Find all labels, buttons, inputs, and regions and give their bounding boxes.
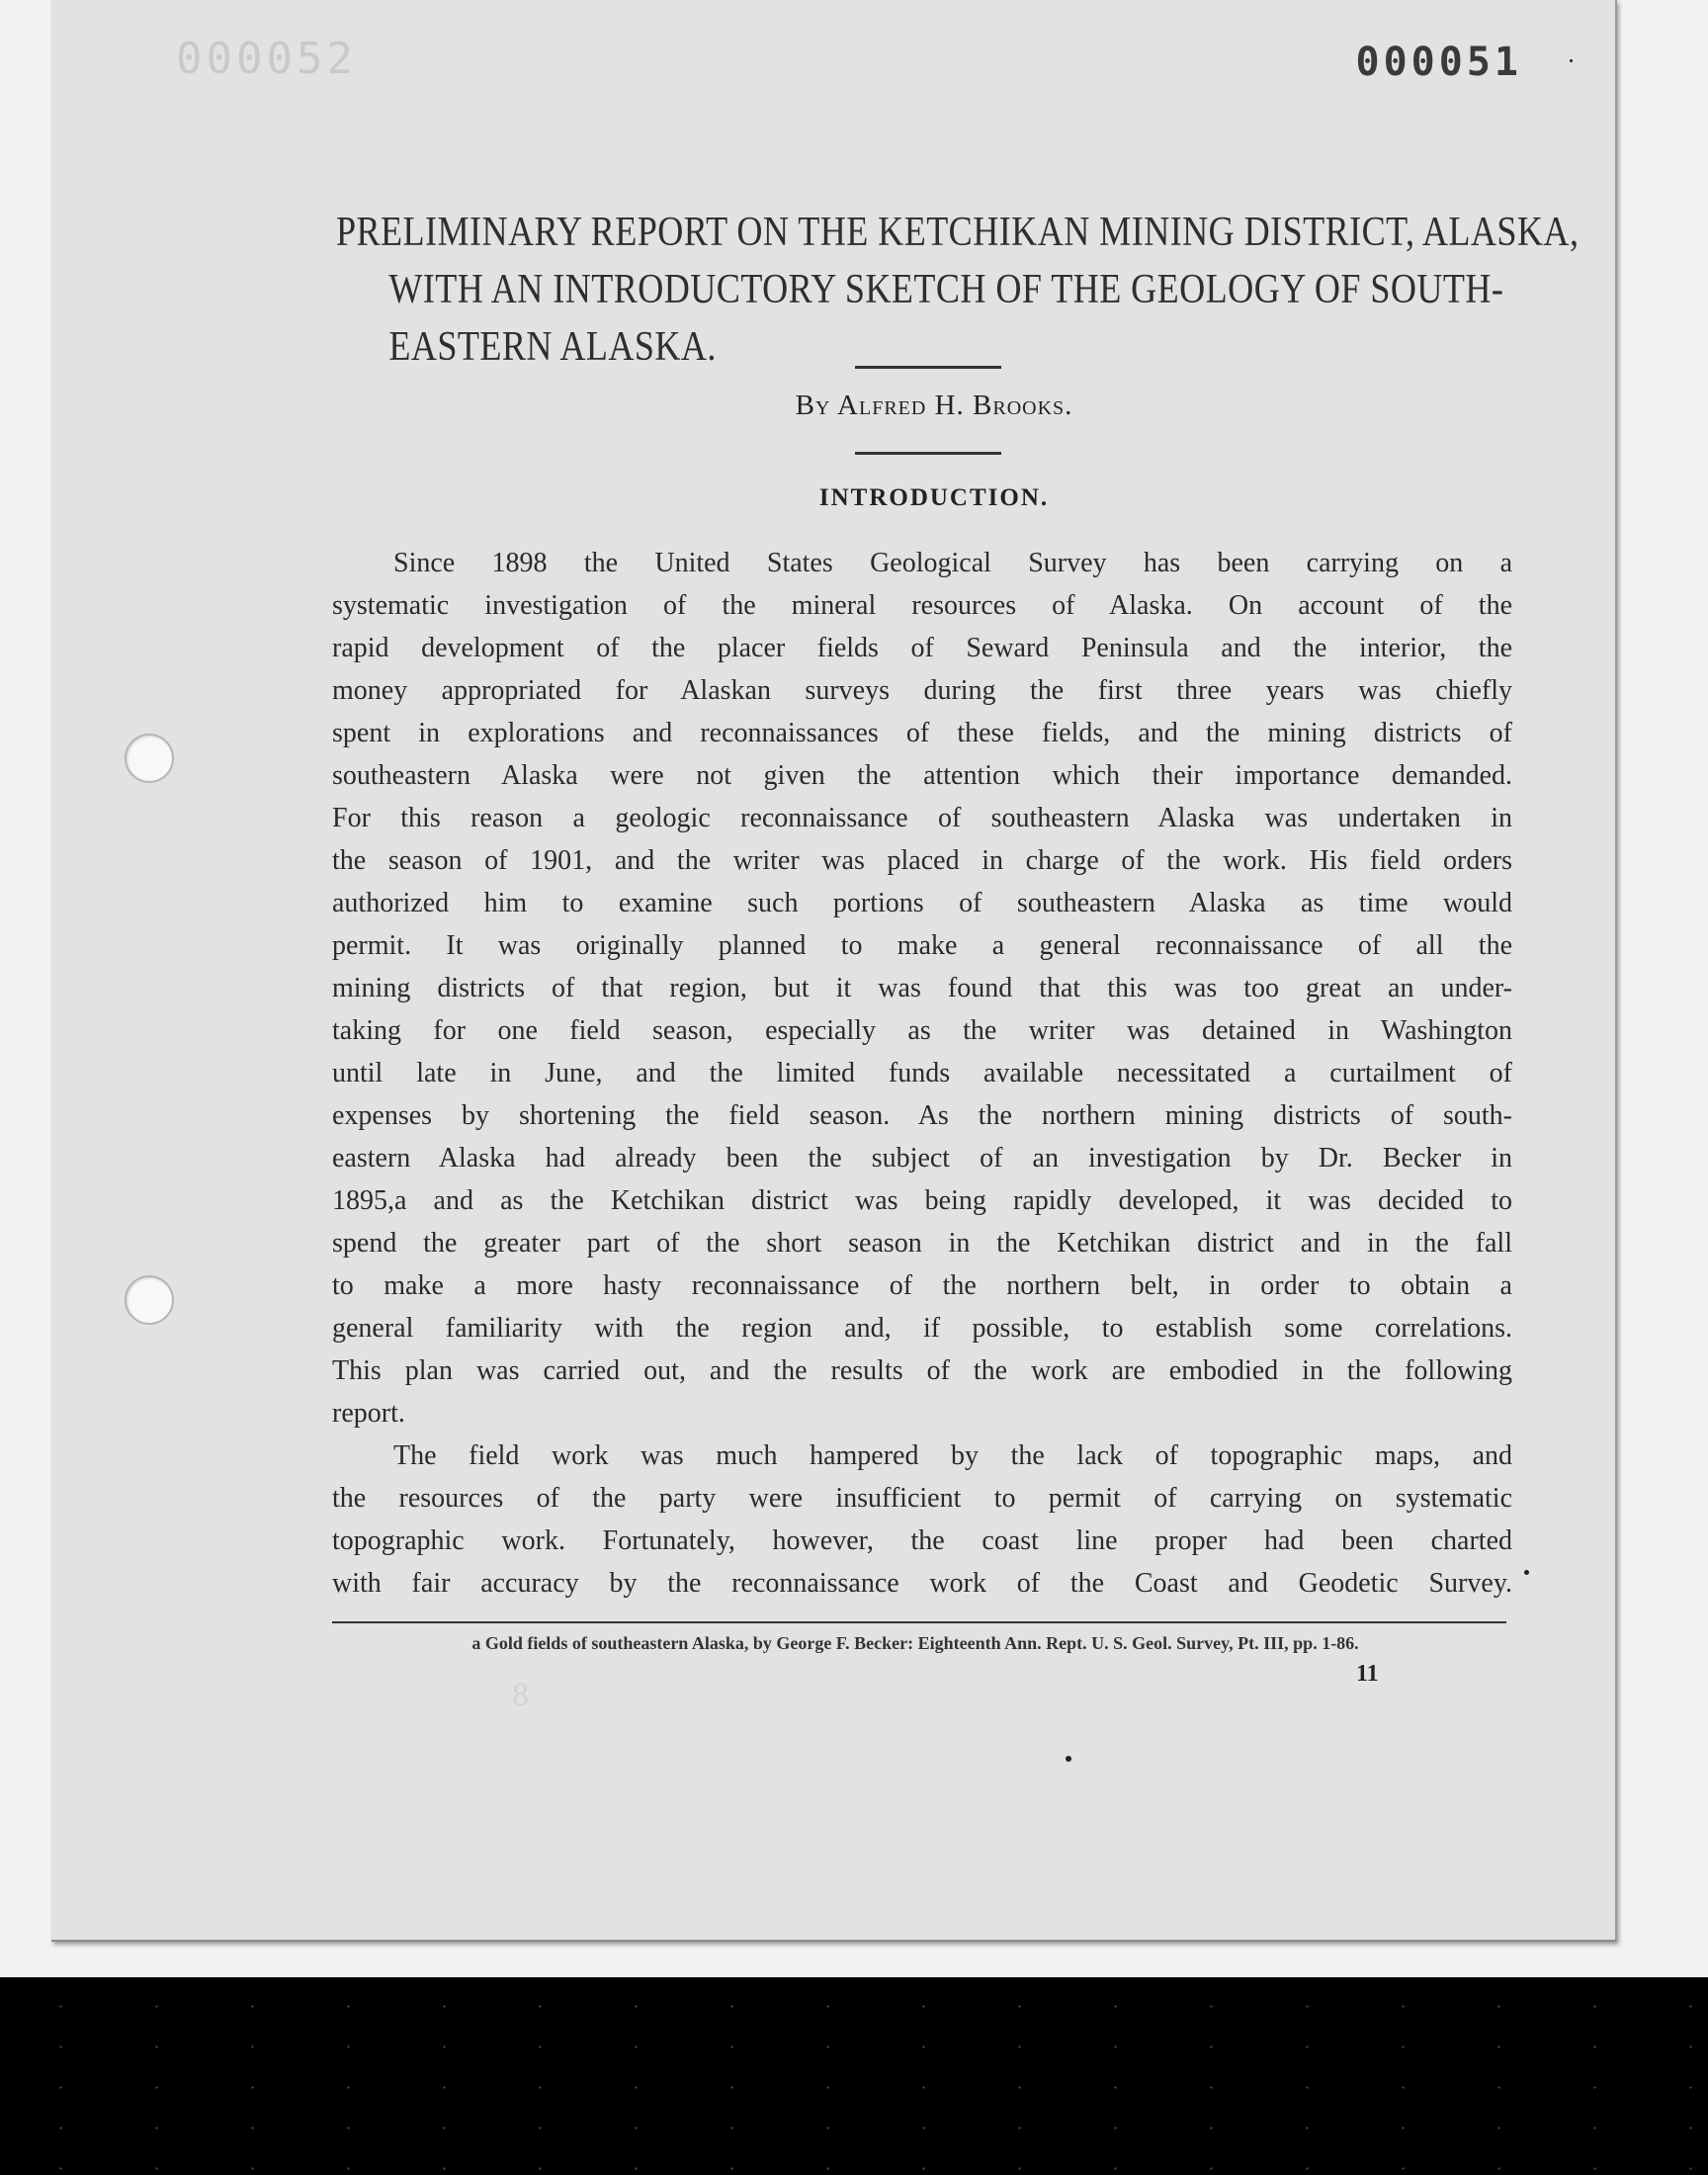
text-line: until late in June, and the limited funds available necessitated a curtailment of (332, 1058, 1512, 1088)
text-line: systematic investigation of the mineral resources of Alaska. On account of the (332, 590, 1512, 621)
title-line: EASTERN ALASKA. (388, 324, 717, 370)
speck-mark (1524, 1570, 1529, 1575)
punch-hole-top (125, 734, 174, 783)
archive-stamp-number: 000051 (1355, 40, 1522, 85)
title-line: PRELIMINARY REPORT ON THE KETCHIKAN MINING DISTRICT, ALASKA, (336, 210, 1580, 255)
text-line: with fair accuracy by the reconnaissance work of the Coast and Geodetic Survey. (332, 1568, 1512, 1599)
text-line: the season of 1901, and the writer was placed in charge of the work. His field orders (332, 845, 1512, 876)
paragraph-2 (332, 1435, 1512, 1605)
speck-mark (1066, 1756, 1071, 1762)
body-text (332, 542, 1512, 1605)
text-line: Since 1898 the United States Geological Survey has been carrying on a (393, 548, 1512, 578)
ghost-page-number: 8 (512, 1677, 529, 1713)
footnote: a Gold fields of southeastern Alaska, by George F. Becker: Eighteenth Ann. Rept. U. S. Geol. Survey, Pt. III, pp. 1-86. (471, 1633, 1359, 1653)
text-line: report. (332, 1398, 405, 1429)
text-line: taking for one field season, especially as the writer was detained in Washington (332, 1015, 1512, 1046)
text-line: expenses by shortening the field season. As the northern mining districts of south- (332, 1100, 1512, 1131)
text-line: to make a more hasty reconnaissance of the northern belt, in order to obtain a (332, 1270, 1512, 1301)
text-line: spent in explorations and reconnaissances of these fields, and the mining districts of (332, 718, 1512, 748)
text-line: spend the greater part of the short season in the Ketchikan district and in the fall (332, 1228, 1512, 1259)
punch-hole-bottom (125, 1275, 174, 1325)
text-line: rapid development of the placer fields of Seward Peninsula and the interior, the (332, 633, 1512, 663)
text-line: general familiarity with the region and, if possible, to establish some correlations. (332, 1313, 1512, 1344)
text-line: southeastern Alaska were not given the attention which their importance demanded. (332, 760, 1512, 791)
scanner-black-strip (0, 1977, 1708, 2175)
text-line: authorized him to examine such portions of southeastern Alaska as time would (332, 888, 1512, 918)
speck-mark (1570, 59, 1573, 62)
section-heading: INTRODUCTION. (818, 484, 1050, 511)
text-line: 1895,a and as the Ketchikan district was being rapidly developed, it was decided to (332, 1185, 1512, 1216)
text-line: eastern Alaska had already been the subject of an investigation by Dr. Becker in (332, 1143, 1512, 1174)
strip-noise (0, 1977, 1708, 2175)
title-divider (855, 366, 1001, 369)
author-byline: By Alfred H. Brooks. (795, 390, 1073, 421)
report-title (336, 204, 1580, 376)
page-number: 11 (1356, 1661, 1379, 1687)
text-line: money appropriated for Alaskan surveys during the first three years was chiefly (332, 675, 1512, 706)
text-line: topographic work. Fortunately, however, the coast line proper had been charted (332, 1525, 1512, 1556)
faint-stamp-number: 000052 (176, 34, 357, 84)
text-line: permit. It was originally planned to make a general reconnaissance of all the (332, 930, 1512, 961)
text-line: For this reason a geologic reconnaissance of southeastern Alaska was undertaken in (332, 803, 1512, 833)
text-line: The field work was much hampered by the lack of topographic maps, and (393, 1440, 1512, 1471)
title-line: WITH AN INTRODUCTORY SKETCH OF THE GEOLOGY OF SOUTH- (388, 267, 1504, 312)
text-line: the resources of the party were insufficient to permit of carrying on systematic (332, 1483, 1512, 1514)
byline-divider (855, 452, 1001, 455)
text-line: mining districts of that region, but it was found that this was too great an under- (332, 973, 1512, 1003)
footnote-divider (332, 1621, 1506, 1623)
text-line: This plan was carried out, and the results of the work are embodied in the following (332, 1355, 1512, 1386)
paragraph-1 (332, 542, 1512, 1435)
